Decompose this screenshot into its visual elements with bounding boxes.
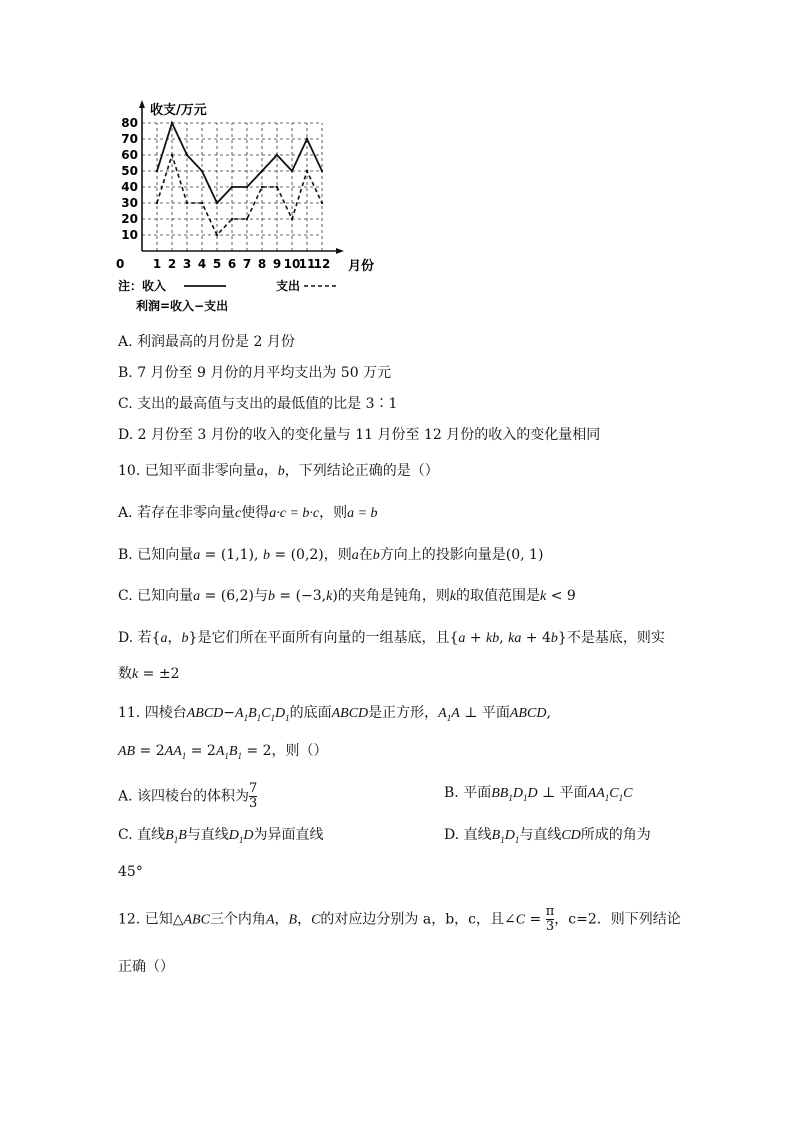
q12-stem: 12. 已知△ABC三个内角A，B，C的对应边分别为 a，b，c，且∠C = $\frac{\pi}{3}$ ，c=2．则下列结论 (118, 904, 681, 934)
data-point (171, 154, 173, 156)
x-tick-label: 2 (167, 257, 177, 271)
q11-option-d-line2: 45° (118, 864, 143, 880)
data-point (321, 170, 323, 172)
q10-option-d: D. 若{a，b}是它们所在平面所有向量的一组基底，且{a + kb, ka + 4b}不是基底，则实 (118, 630, 665, 646)
data-point (291, 218, 293, 220)
x-tick-label: 11 (298, 257, 316, 271)
y-axis-arrow (139, 100, 145, 108)
data-point (246, 218, 248, 220)
chart-axes (139, 100, 344, 254)
q11-option-b: B. 平面$BB_1D_1D$ ⊥ 平面$AA_1C_1C$ (444, 785, 633, 803)
q9-option-d: D. 2 月份至 3 月份的收入的变化量与 11 月份至 12 月份的收入的变化量相同 (118, 427, 601, 443)
data-point (216, 202, 218, 204)
x-tick-label: 3 (182, 257, 192, 271)
q9-option-c: C. 支出的最高值与支出的最低值的比是 3∶1 (118, 396, 398, 412)
q11-option-c: C. 直线$B_1B$与直线$D_1D$为异面直线 (118, 827, 324, 845)
data-point (216, 234, 218, 236)
q10-option-d-line2: 数k = ±2 (118, 666, 180, 682)
q10-stem: 10. 已知平面非零向量a，b，下列结论正确的是（） (118, 463, 439, 479)
x-tick-label: 5 (212, 257, 222, 271)
q11-stem: 11. 四棱台$ABCD-A_1B_1C_1D_1$的底面ABCD是正方形，$A_1A$ ⊥ 平面ABCD, (118, 705, 551, 723)
y-tick-label: 30 (121, 196, 138, 210)
x-tick-label: 6 (227, 257, 237, 271)
income-expense-chart (114, 96, 404, 326)
data-point (156, 170, 158, 172)
legend-note (118, 278, 166, 293)
data-point (171, 122, 173, 124)
y-tick-label: 10 (121, 228, 138, 242)
data-point (246, 186, 248, 188)
legend-income-label: 收入 (142, 279, 167, 293)
origin-label: 0 (116, 257, 125, 271)
profit-formula: 利润=收入−支出 (136, 299, 229, 313)
data-point (201, 202, 203, 204)
q9-option-b: B. 7 月份至 9 月份的月平均支出为 50 万元 (118, 365, 392, 381)
data-point (276, 186, 278, 188)
note-prefix: 注： (118, 279, 143, 293)
x-tick-label: 12 (313, 257, 331, 271)
q10-option-b: B. 已知向量a = (1,1), b = (0,2)，则a在b方向上的投影向量是(0, 1) (118, 547, 544, 563)
data-point (291, 170, 293, 172)
data-point (231, 186, 233, 188)
x-tick-label: 7 (242, 257, 252, 271)
x-axis-label: 月份 (348, 259, 375, 274)
data-point (156, 202, 158, 204)
y-tick-label: 60 (121, 148, 138, 162)
x-tick-label: 8 (257, 257, 267, 271)
data-point (321, 202, 323, 204)
q11-option-a: A. 该四棱台的体积为 $\frac{7}{3}$ (118, 781, 258, 811)
q11-stem-line2: AB = $2AA_1 = 2A_1B_1 = 2$，则（） (118, 743, 328, 761)
y-tick-label: 80 (121, 116, 138, 130)
series-line-income (157, 123, 322, 203)
y-axis-label: 收支/万元 (150, 103, 207, 118)
x-tick-label: 1 (152, 257, 162, 271)
q12-stem-line2: 正确（） (118, 959, 174, 975)
y-tick-label: 40 (121, 180, 138, 194)
data-point (186, 154, 188, 156)
data-point (261, 170, 263, 172)
y-tick-label: 50 (121, 164, 138, 178)
data-point (306, 138, 308, 140)
q9-option-a: A. 利润最高的月份是 2 月份 (118, 334, 295, 350)
x-tick-label: 10 (283, 257, 301, 271)
q10-option-a: A. 若存在非零向量c使得a·c = b·c，则a = b (118, 505, 378, 521)
series-line-expense (157, 155, 322, 235)
data-point (231, 218, 233, 220)
y-tick-label: 20 (121, 212, 138, 226)
data-point (261, 186, 263, 188)
data-point (186, 202, 188, 204)
legend-expense-label: 支出 (276, 279, 301, 293)
q10-option-c: C. 已知向量a = (6,2)与b = (−3,k)的夹角是钝角，则k的取值范围是k < 9 (118, 588, 576, 604)
x-tick-label: 9 (272, 257, 282, 271)
q11-option-d: D. 直线$B_1D_1$与直线CD所成的角为 (444, 827, 651, 845)
x-axis-arrow (336, 248, 344, 254)
data-point (276, 154, 278, 156)
y-tick-label: 70 (121, 132, 138, 146)
data-point (306, 170, 308, 172)
x-tick-label: 4 (197, 257, 207, 271)
data-point (201, 170, 203, 172)
